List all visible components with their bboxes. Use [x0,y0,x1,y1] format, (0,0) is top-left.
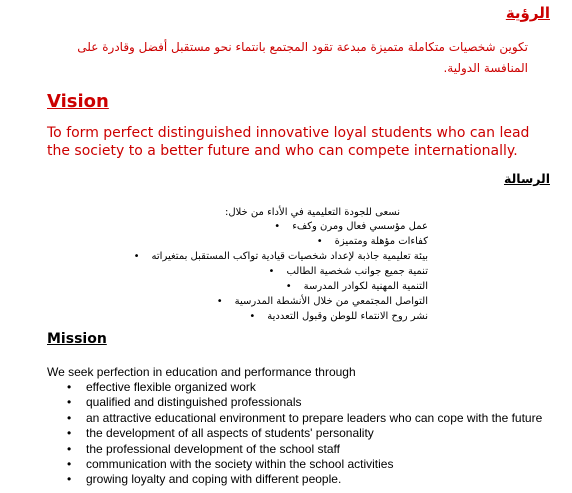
arabic-mission-item: التواصل المجتمعي من خلال الأنشطة المدرسية • [134,294,428,309]
mission-item: • growing loyalty and coping with different people. [67,472,542,487]
arabic-vision-heading: الرؤية [505,4,550,22]
mission-list [67,380,542,488]
mission-item: • qualified and distinguished professionals [67,395,542,410]
mission-item: • an attractive educational environment to prepare leaders who can cope with the future [67,411,542,426]
mission-item: • the professional development of the school staff [67,442,542,457]
arabic-mission-item: بيئة تعليمية جاذبة لإعداد شخصيات قيادية تواكب المستقبل بمتغيراته • [134,249,428,264]
mission-heading: Mission [47,331,107,347]
arabic-mission-list [134,219,428,324]
arabic-mission-item: التنمية المهنية لكوادر المدرسة • [134,279,428,294]
arabic-mission-intro: نسعى للجودة التعليمية في الأداء من خلال: [224,207,400,218]
mission-intro: We seek perfection in education and performance through [47,365,356,379]
vision-heading: Vision [47,91,109,112]
arabic-vision-text: تكوين شخصيات متكاملة متميزة مبدعة تقود المجتمع بانتماء نحو مستقبل أفضل وقادرة على المنافسة الدولية. [77,40,528,75]
arabic-mission-item: عمل مؤسسي فعال ومرن وكفء • [134,219,428,234]
mission-item: • the development of all aspects of students' personality [67,426,542,441]
arabic-mission-item: كفاءات مؤهلة ومتميزة • [134,234,428,249]
mission-item: • communication with the society within the school activities [67,457,542,472]
arabic-mission-item: نشر روح الانتماء للوطن وقبول التعددية • [134,309,428,324]
vision-text: To form perfect distinguished innovative loyal students who can lead the society to a better future and who can compete internationally. [47,125,530,159]
mission-item: • effective flexible organized work [67,380,542,395]
arabic-mission-heading: الرسالة [503,171,550,186]
arabic-mission-item: تنمية جميع جوانب شخصية الطالب • [134,264,428,279]
